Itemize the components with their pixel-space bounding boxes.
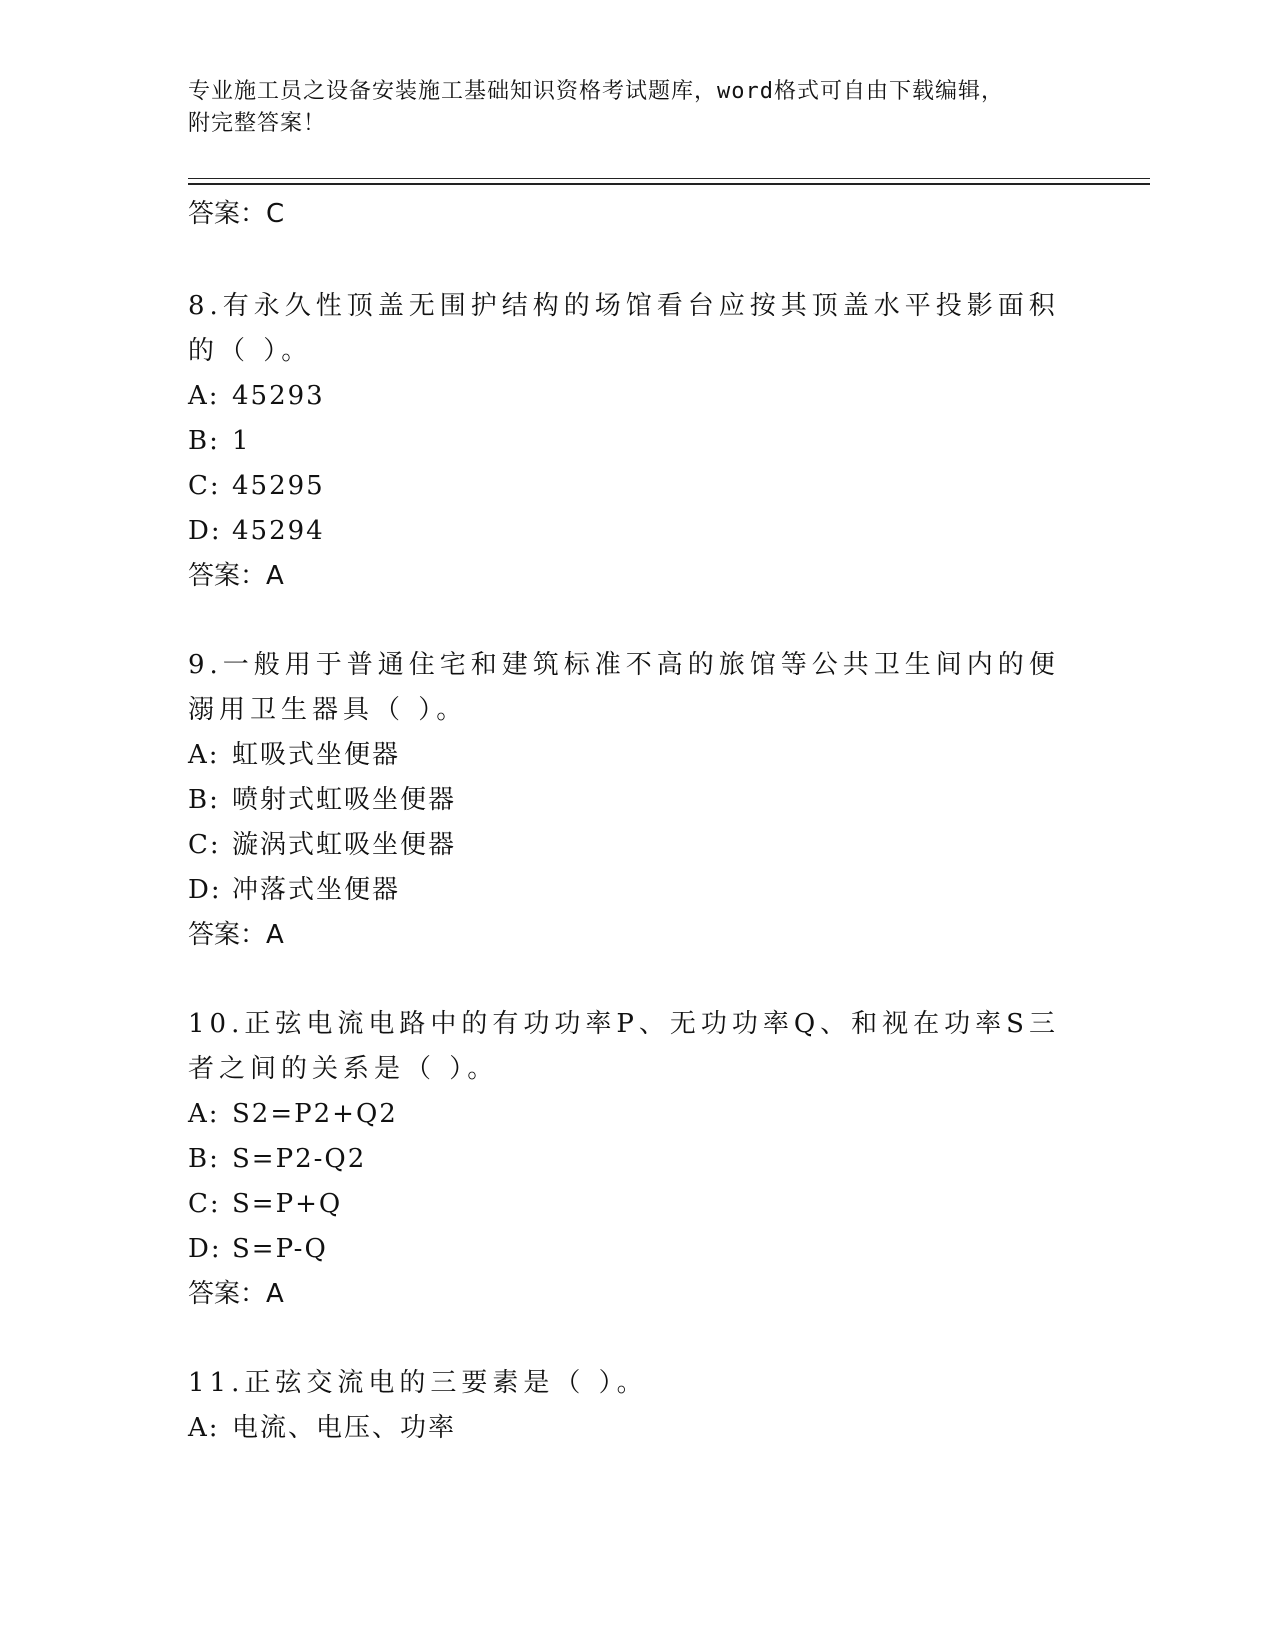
question-9 xyxy=(188,643,1088,958)
option-text: 冲落式坐便器 xyxy=(232,875,401,905)
option-key: C: xyxy=(188,1189,221,1219)
option-key: B: xyxy=(188,426,220,456)
option-text: 漩涡式虹吸坐便器 xyxy=(232,830,457,860)
header-line-1: 专业施工员之设备安装施工基础知识资格考试题库，word格式可自由下载编辑， xyxy=(188,79,1004,104)
question-stem: 8.有永久性顶盖无围护结构的场馆看台应按其顶盖水平投影面积的（ ）。 xyxy=(188,291,1060,366)
question-answer: 答案：A xyxy=(188,561,284,591)
previous-answer: 答案：C xyxy=(188,199,285,229)
option-c xyxy=(188,1182,1088,1227)
option-text: S2=P2+Q2 xyxy=(232,1099,398,1129)
option-text: S=P2-Q2 xyxy=(232,1144,367,1174)
option-b xyxy=(188,778,1088,823)
option-key: C: xyxy=(188,830,221,860)
option-text: 45293 xyxy=(232,381,325,411)
option-a xyxy=(188,1406,1088,1451)
option-key: A: xyxy=(188,381,220,411)
option-key: A: xyxy=(188,1413,220,1443)
question-10 xyxy=(188,1002,1088,1317)
question-answer: 答案：A xyxy=(188,920,284,950)
option-key: C: xyxy=(188,471,221,501)
option-text: 45295 xyxy=(232,471,325,501)
question-8 xyxy=(188,284,1088,599)
option-text: 1 xyxy=(232,426,251,456)
question-stem: 11.正弦交流电的三要素是（ ）。 xyxy=(188,1368,648,1398)
option-b xyxy=(188,1137,1088,1182)
option-key: A: xyxy=(188,740,220,770)
option-text: 45294 xyxy=(232,516,325,546)
question-answer: 答案：A xyxy=(188,1279,284,1309)
option-text: 喷射式虹吸坐便器 xyxy=(232,785,457,815)
option-key: B: xyxy=(188,785,220,815)
header-divider-thin xyxy=(188,178,1150,179)
option-text: 电流、电压、功率 xyxy=(232,1413,457,1443)
option-c xyxy=(188,464,1088,509)
option-a xyxy=(188,374,1088,419)
question-stem: 10.正弦电流电路中的有功功率P、无功功率Q、和视在功率S三者之间的关系是（ ）。 xyxy=(188,1009,1060,1084)
option-text: S=P+Q xyxy=(232,1189,343,1219)
option-d xyxy=(188,509,1088,554)
option-d xyxy=(188,868,1088,913)
option-key: B: xyxy=(188,1144,220,1174)
header-divider-thick xyxy=(188,183,1150,185)
option-key: D: xyxy=(188,516,222,546)
question-list xyxy=(188,190,1088,1451)
question-11 xyxy=(188,1361,1088,1451)
header-line-2: 附完整答案！ xyxy=(188,111,327,136)
option-text: 虹吸式坐便器 xyxy=(232,740,401,770)
question-stem: 9.一般用于普通住宅和建筑标准不高的旅馆等公共卫生间内的便溺用卫生器具（ ）。 xyxy=(188,650,1060,725)
option-d xyxy=(188,1227,1088,1272)
option-c xyxy=(188,823,1088,868)
option-key: A: xyxy=(188,1099,220,1129)
option-key: D: xyxy=(188,875,222,905)
option-text: S=P-Q xyxy=(232,1234,328,1264)
document-header xyxy=(188,76,1068,140)
option-key: D: xyxy=(188,1234,222,1264)
option-a xyxy=(188,1092,1088,1137)
option-b xyxy=(188,419,1088,464)
option-a xyxy=(188,733,1088,778)
